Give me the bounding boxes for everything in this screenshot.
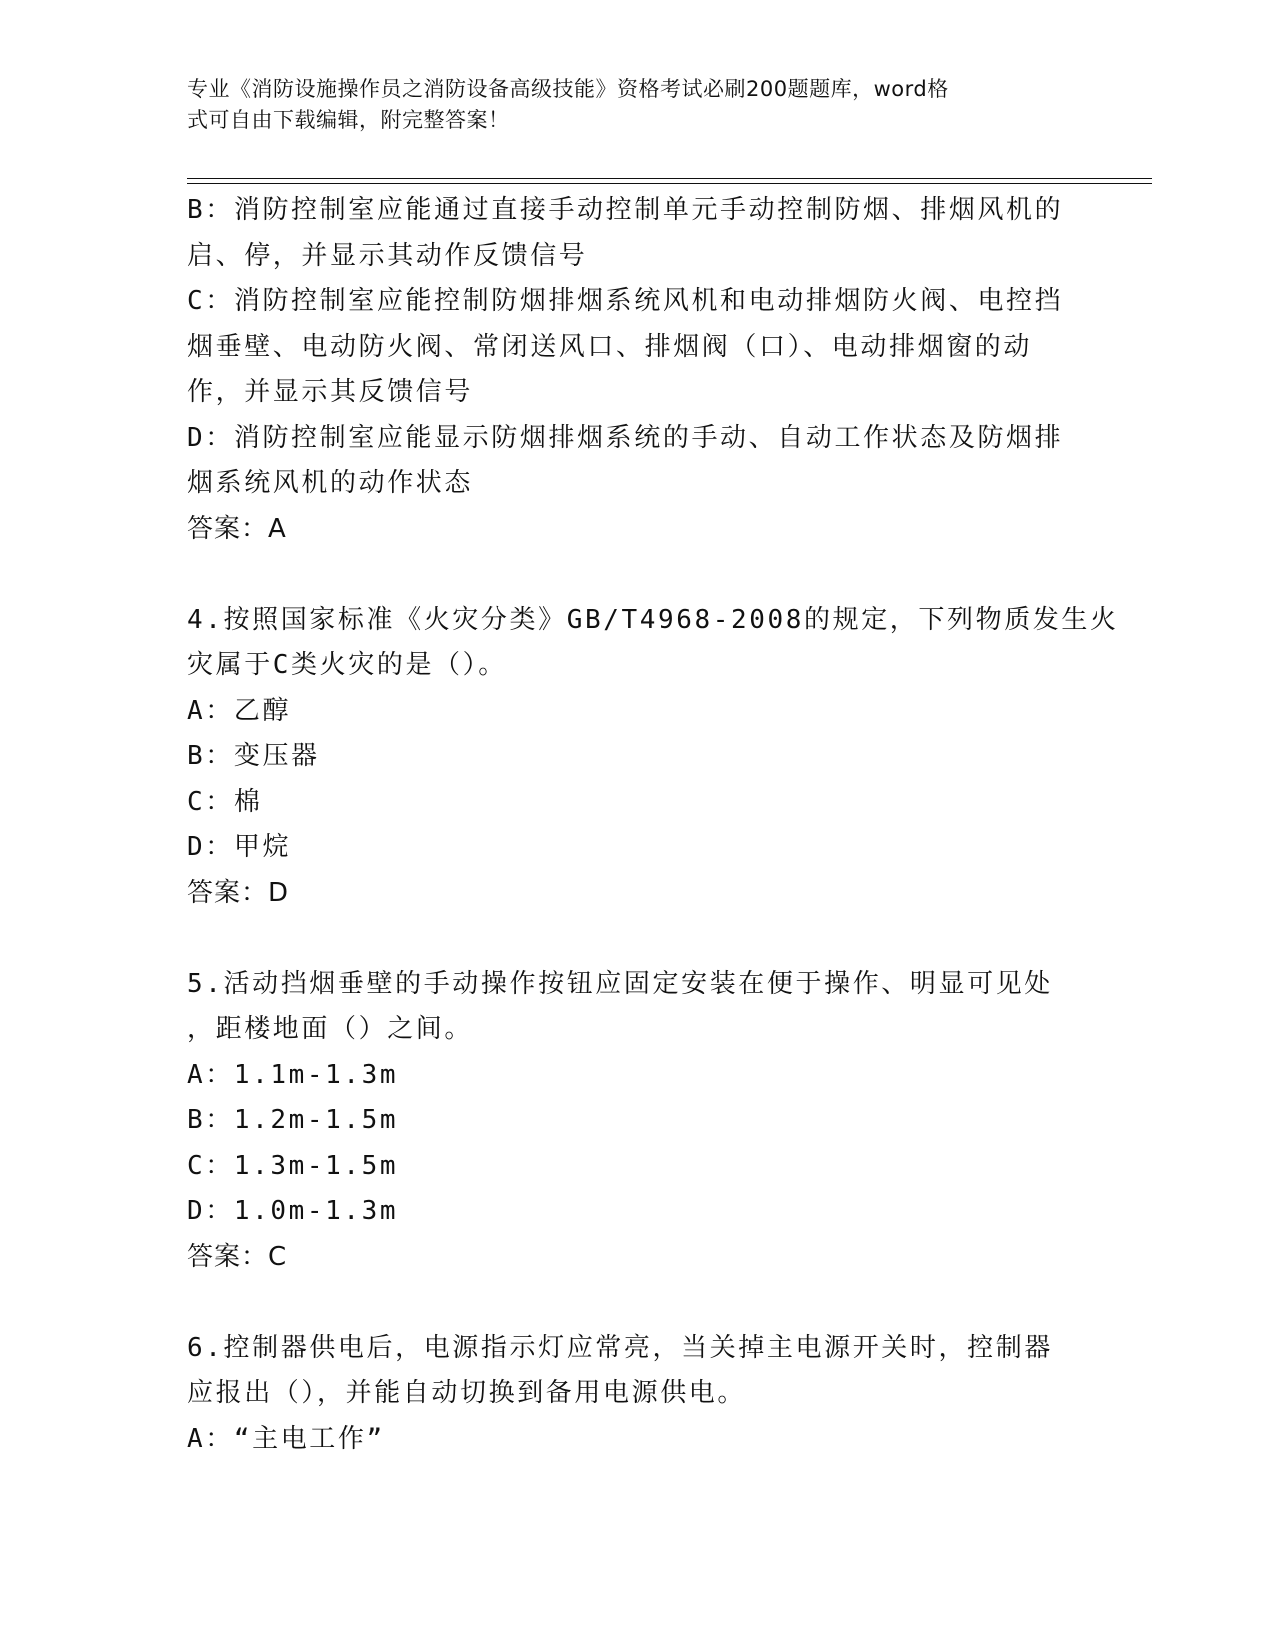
q3-option-c-line-3: 作，并显示其反馈信号 <box>187 377 474 407</box>
q5-option-c: C：1.3m-1.5m <box>187 1150 399 1181</box>
q3-option-d-line-1: D：消防控制室应能显示防烟排烟系统的手动、自动工作状态及防烟排 <box>187 422 1064 453</box>
header-line-2: 式可自由下载编辑，附完整答案！ <box>187 108 510 132</box>
q6-stem-line-1: 6.控制器供电后，电源指示灯应常亮，当关掉主电源开关时，控制器 <box>187 1332 1053 1363</box>
header-divider-top <box>187 178 1152 179</box>
q4-stem-line-1: 4.按照国家标准《火灾分类》GB/T4968-2008的规定，下列物质发生火 <box>187 604 1119 635</box>
q4-option-a: A：乙醇 <box>187 695 292 726</box>
q4-option-d: D：甲烷 <box>187 832 292 862</box>
header-divider-bottom <box>187 183 1152 184</box>
q3-option-d-line-2: 烟系统风机的动作状态 <box>187 468 474 498</box>
q3-option-b-line-1: B：消防控制室应能通过直接手动控制单元手动控制防烟、排烟风机的 <box>187 195 1064 225</box>
q4-option-b: B：变压器 <box>187 741 320 771</box>
q3-option-b-line-2: 启、停，并显示其动作反馈信号 <box>187 240 588 271</box>
question-content <box>187 188 1119 1462</box>
q5-option-a: A：1.1m-1.3m <box>187 1059 399 1090</box>
question-5-block <box>187 962 1087 1281</box>
question-3-block <box>187 188 1087 552</box>
q5-option-b: B：1.2m-1.5m <box>187 1105 399 1135</box>
spacer <box>187 1280 1087 1326</box>
question-6-block <box>187 1326 1087 1463</box>
q5-stem-line-1: 5.活动挡烟垂壁的手动操作按钮应固定安装在便于操作、明显可见处 <box>187 968 1053 999</box>
document-header <box>187 74 1067 136</box>
q4-answer: 答案：D <box>187 877 290 908</box>
q6-option-a: A：“主电工作” <box>187 1423 385 1454</box>
q5-option-d: D：1.0m-1.3m <box>187 1196 399 1226</box>
q5-answer: 答案：C <box>187 1241 288 1272</box>
spacer <box>187 916 1087 962</box>
q3-answer: 答案：A <box>187 513 287 544</box>
question-4-block <box>187 598 1119 917</box>
header-line-1: 专业《消防设施操作员之消防设备高级技能》资格考试必刷200题题库，word格 <box>187 77 949 101</box>
q4-option-c: C：棉 <box>187 786 263 817</box>
q5-stem-line-2: ，距楼地面（）之间。 <box>187 1014 474 1044</box>
spacer <box>187 552 1087 598</box>
q3-option-c-line-2: 烟垂壁、电动防火阀、常闭送风口、排烟阀（口）、电动排烟窗的动 <box>187 331 1033 362</box>
q3-option-c-line-1: C：消防控制室应能控制防烟排烟系统风机和电动排烟防火阀、电控挡 <box>187 286 1064 316</box>
q4-stem-line-2: 灾属于C类火灾的是（）。 <box>187 650 507 680</box>
q6-stem-line-2: 应报出（），并能自动切换到备用电源供电。 <box>187 1378 747 1408</box>
